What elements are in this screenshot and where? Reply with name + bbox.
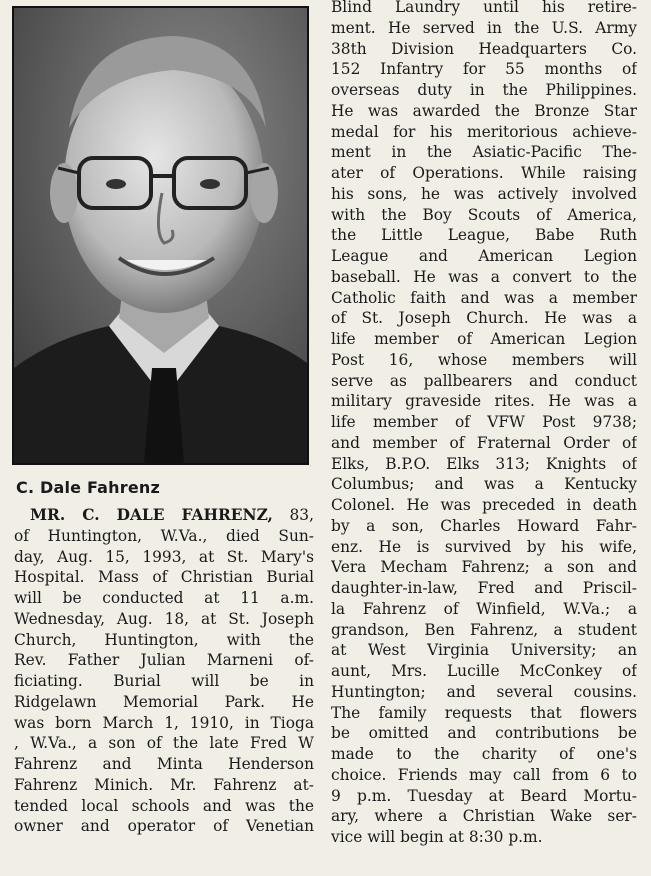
obituary-name-caption: C. Dale Fahrenz xyxy=(16,478,160,497)
text-line: his sons, he was actively involved xyxy=(331,184,637,203)
text-line: with the Boy Scouts of America, xyxy=(331,205,637,224)
text-line: and member of Fraternal Order of xyxy=(331,433,637,452)
text-line: Fahrenz and Minta Henderson xyxy=(14,755,314,773)
text-line: serve as pallbearers and conduct xyxy=(331,371,637,390)
text-line: owner and operator of Venetian xyxy=(14,817,314,836)
text-line: tended local schools and was the xyxy=(14,796,314,815)
text-line: made to the charity of one's xyxy=(331,745,637,763)
text-line: grandson, Ben Fahrenz, a student xyxy=(331,620,637,639)
text-line: of Huntington, W.Va., died Sun- xyxy=(14,526,314,545)
text-line: Huntington; and several cousins. xyxy=(331,682,637,701)
text-line: ary, where a Christian Wake ser- xyxy=(331,807,637,826)
text-line: of St. Joseph Church. He was a xyxy=(331,309,637,328)
portrait-image xyxy=(14,8,307,463)
name-lead: MR. C. DALE FAHRENZ, xyxy=(30,506,273,524)
text-line: at West Virginia University; an xyxy=(331,641,637,660)
text-line: Rev. Father Julian Marneni of- xyxy=(14,651,314,670)
text-line: 38th Division Headquarters Co. xyxy=(331,39,637,58)
text-line: ficiating. Burial will be in xyxy=(14,672,314,690)
text-line: life member of American Legion xyxy=(331,330,637,348)
text-line: Hospital. Mass of Christian Burial xyxy=(14,568,314,587)
text-line: be omitted and contributions be xyxy=(331,724,637,743)
text-line: League and American Legion xyxy=(331,247,637,265)
text-line: day, Aug. 15, 1993, at St. Mary's xyxy=(14,547,314,566)
text-line: Church, Huntington, with the xyxy=(14,630,314,649)
text-line: Wednesday, Aug. 18, at St. Joseph xyxy=(14,609,314,628)
left-text-column xyxy=(14,505,314,851)
text-fragment: 83, xyxy=(289,506,314,524)
text-line: Colonel. He was preceded in death xyxy=(331,496,637,514)
text-line: 152 Infantry for 55 months of xyxy=(331,60,637,79)
text-line: medal for his meritorious achieve- xyxy=(331,122,637,141)
text-line: Ridgelawn Memorial Park. He xyxy=(14,692,314,711)
text-line: ment in the Asiatic-Pacific The- xyxy=(331,143,637,162)
text-line: aunt, Mrs. Lucille McConkey of xyxy=(331,662,637,680)
text-line: The family requests that flowers xyxy=(331,703,637,722)
text-line: enz. He is survived by his wife, xyxy=(331,537,637,556)
text-line: ment. He served in the U.S. Army xyxy=(331,18,637,37)
text-line: choice. Friends may call from 6 to xyxy=(331,765,637,784)
text-line: daughter-in-law, Fred and Priscil- xyxy=(331,579,637,597)
text-line: military graveside rites. He was a xyxy=(331,392,637,411)
text-line: life member of VFW Post 9738; xyxy=(331,413,637,431)
portrait-photo xyxy=(12,6,309,465)
text-line: Post 16, whose members will xyxy=(331,350,637,369)
text-line: overseas duty in the Philippines. xyxy=(331,81,637,99)
text-line: Elks, B.P.O. Elks 313; Knights of xyxy=(331,454,637,473)
text-line: by a son, Charles Howard Fahr- xyxy=(331,516,637,535)
text-line: la Fahrenz of Winfield, W.Va.; a xyxy=(331,599,637,618)
text-line: , W.Va., a son of the late Fred W xyxy=(14,734,314,753)
text-line: Blind Laundry until his retire- xyxy=(331,0,637,16)
text-line: He was awarded the Bronze Star xyxy=(331,101,637,120)
text-line: Vera Mecham Fahrenz; a son and xyxy=(331,558,637,577)
text-line: Columbus; and was a Kentucky xyxy=(331,475,637,494)
text-line: ater of Operations. While raising xyxy=(331,164,637,182)
text-line: the Little League, Babe Ruth xyxy=(331,226,637,245)
text-line: Catholic faith and was a member xyxy=(331,288,637,307)
text-line xyxy=(14,505,314,526)
text-line: 9 p.m. Tuesday at Beard Mortu- xyxy=(331,786,637,805)
text-line: was born March 1, 1910, in Tioga xyxy=(14,713,314,732)
text-line: Fahrenz Minich. Mr. Fahrenz at- xyxy=(14,775,314,794)
text-line: will be conducted at 11 a.m. xyxy=(14,589,314,607)
text-line: baseball. He was a convert to the xyxy=(331,267,637,286)
right-text-column xyxy=(331,0,637,848)
text-line: vice will begin at 8:30 p.m. xyxy=(331,828,543,846)
